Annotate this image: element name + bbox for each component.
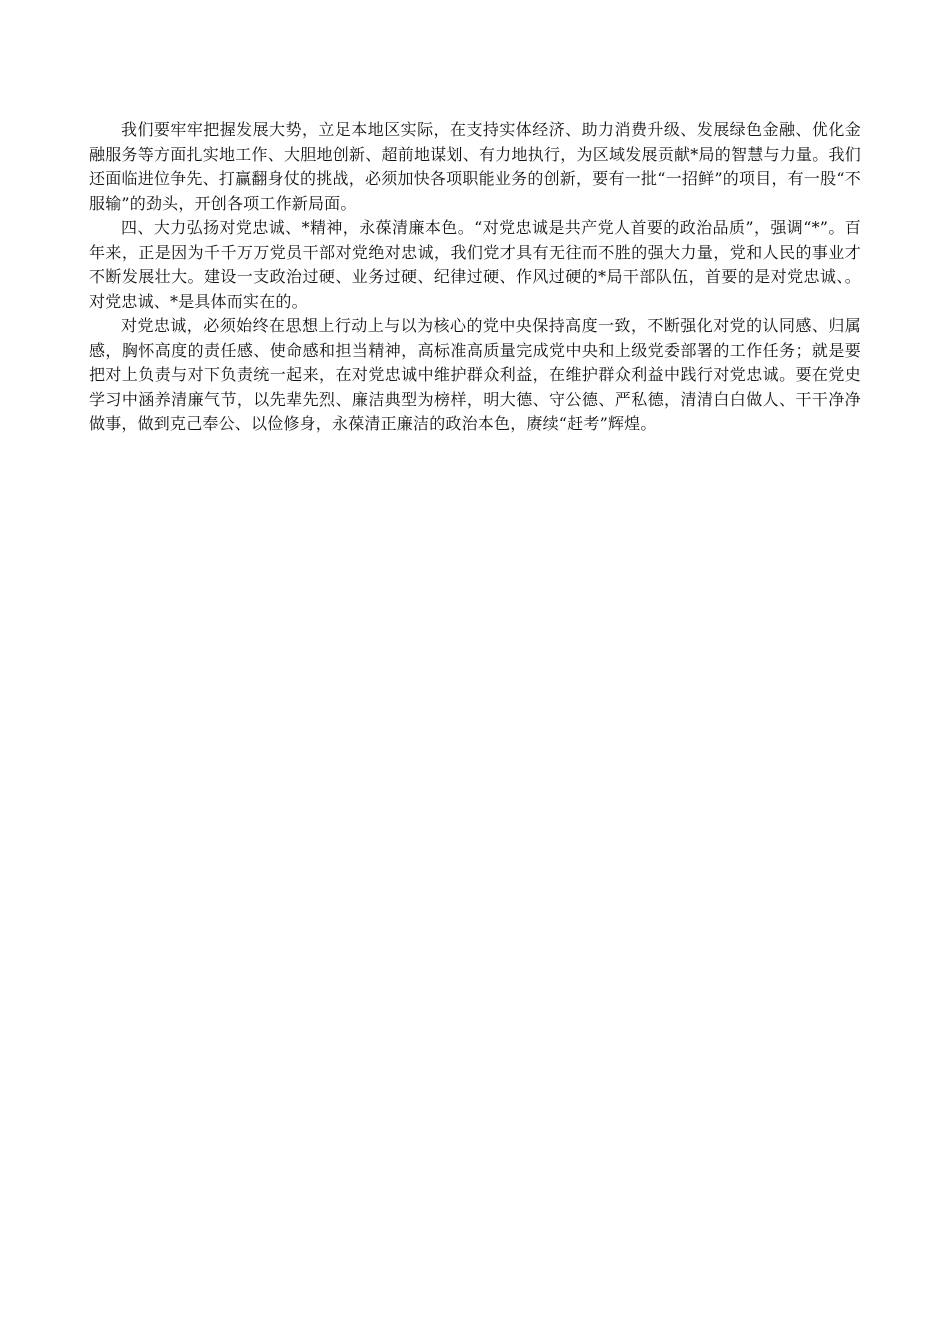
document-body: [89, 118, 861, 437]
paragraph-2: 四、大力弘扬对党忠诚、*精神，永葆清廉本色。“对党忠诚是共产党人首要的政治品质”，强调“*”。百年来，正是因为千千万万党员干部对党绝对忠诚，我们党才具有无往而不胜的强大力量，党和人民的事业才不断发展壮大。建设一支政治过硬、业务过硬、纪律过硬、作风过硬的*局干部队伍，首要的是对党忠诚、。对党忠诚、*是具体而实在的。: [89, 218, 861, 311]
paragraph-1: 我们要牢牢把握发展大势，立足本地区实际，在支持实体经济、助力消费升级、发展绿色金融、优化金融服务等方面扎实地工作、大胆地创新、超前地谋划、有力地执行，为区域发展贡献*局的智慧与力量。我们还面临进位争先、打赢翻身仗的挑战，必须加快各项职能业务的创新，要有一批“一招鲜”的项目，有一股“不服输”的劲头，开创各项工作新局面。: [89, 120, 861, 213]
paragraph-3: 对党忠诚，必须始终在思想上行动上与以为核心的党中央保持高度一致，不断强化对党的认同感、归属感，胸怀高度的责任感、使命感和担当精神，高标准高质量完成党中央和上级党委部署的工作任务；就是要把对上负责与对下负责统一起来，在对党忠诚中维护群众利益，在维护群众利益中践行对党忠诚。要在党史学习中涵养清廉气节，以先辈先烈、廉洁典型为榜样，明大德、守公德、严私德，清清白白做人、干干净净做事，做到克己奉公、以俭修身，永葆清正廉洁的政治本色，赓续“赶考”辉煌。: [89, 316, 861, 433]
